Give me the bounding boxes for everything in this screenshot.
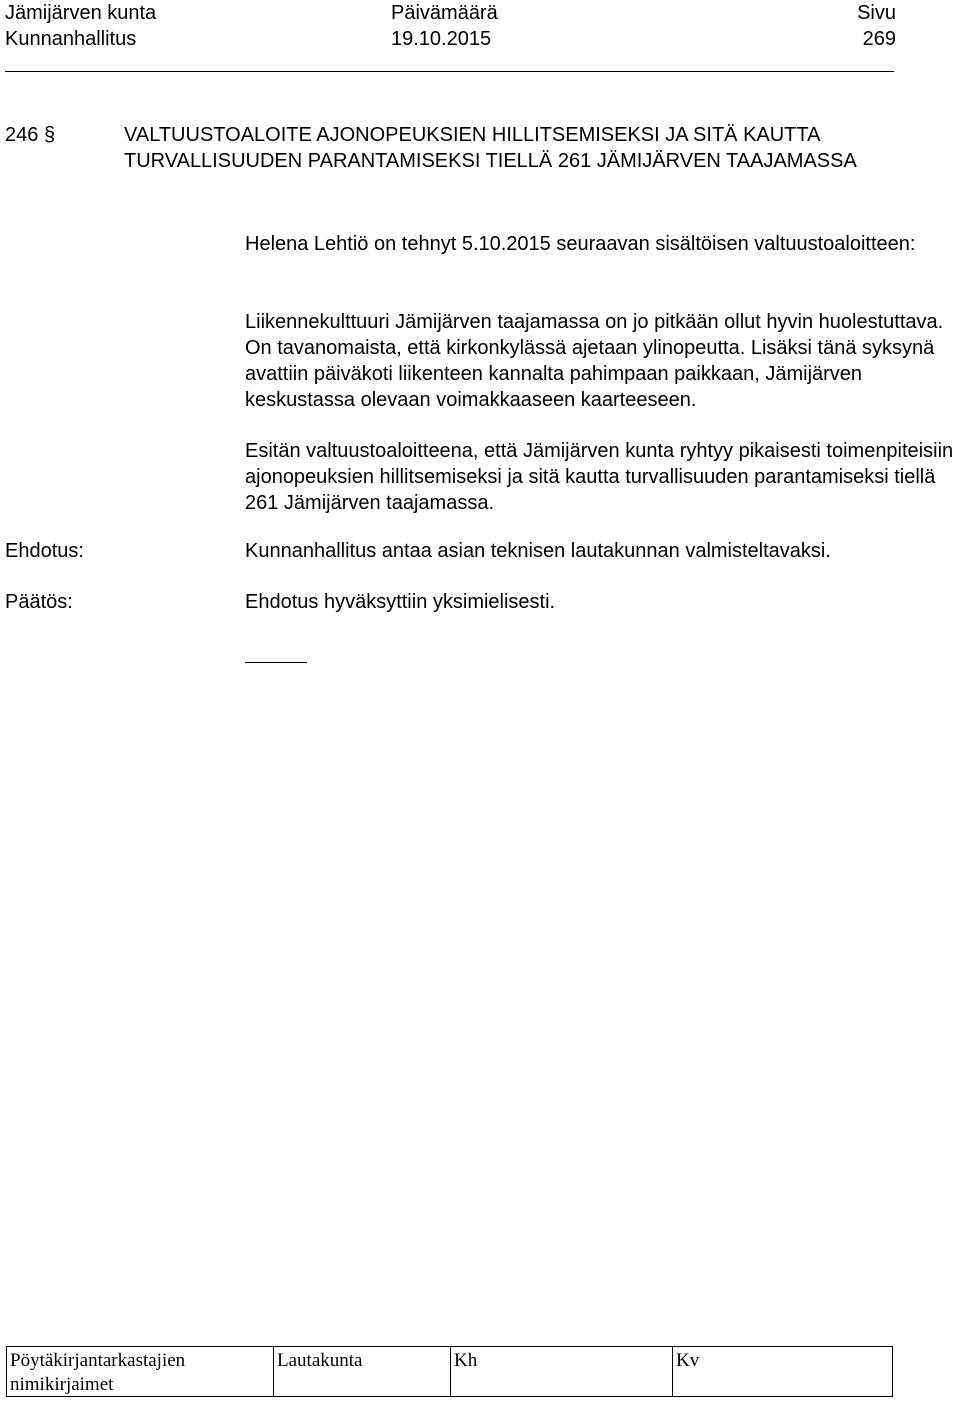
date-value: 19.10.2015 <box>391 28 492 50</box>
paragraph-intro: Helena Lehtiö on tehnyt 5.10.2015 seuraavan sisältöisen valtuustoaloitteen: <box>245 233 916 255</box>
page-label: Sivu <box>857 2 896 24</box>
body-name: Kunnanhallitus <box>5 28 137 50</box>
footer-cell-kv: Kv <box>676 1350 700 1371</box>
date-label: Päivämäärä <box>391 2 498 24</box>
paragraph-request: Esitän valtuustoaloitteena, että Jämijärven kunta ryhtyy pikaisesti toimenpiteisiin ajonopeuksien hillitsemiseksi ja sitä kautta turvallisuuden parantamiseksi tiellä 261 Jämijärven taajamassa. <box>245 440 954 514</box>
proposal-text: Kunnanhallitus antaa asian teknisen lautakunnan valmisteltavaksi. <box>245 540 831 562</box>
section-sign: § <box>44 124 56 146</box>
header-left <box>5 0 156 52</box>
footer-cell-examiners: Pöytäkirjantarkastajien nimikirjaimet <box>7 1347 274 1396</box>
decision-label: Päätös: <box>5 591 73 613</box>
org-name: Jämijärven kunta <box>5 2 157 24</box>
footer-cell-board: Lautakunta <box>274 1347 451 1396</box>
signature-table <box>6 1346 893 1397</box>
proposal-label: Ehdotus: <box>5 540 84 562</box>
section-number: 246 <box>5 124 39 146</box>
section-end-rule <box>245 662 307 663</box>
header-middle <box>391 0 498 52</box>
header-right <box>850 0 896 52</box>
header-divider <box>5 71 894 72</box>
paragraph-initiative: Liikennekulttuuri Jämijärven taajamassa on jo pitkään ollut hyvin huolestuttava. On tavanomaista, että kirkonkylässä ajetaan ylinopeutta. Lisäksi tänä syksynä avattiin päiväkoti liikenteen kannalta pahimpaan paikkaan, Jämijärven keskustassa olevaan voimakkaaseen kaarteeseen. <box>245 311 944 411</box>
page-number: 269 <box>862 28 896 50</box>
decision-text: Ehdotus hyväksyttiin yksimielisesti. <box>245 591 556 613</box>
section-title: VALTUUSTOALOITE AJONOPEUKSIEN HILLITSEMISEKSI JA SITÄ KAUTTA TURVALLISUUDEN PARANTAMISEKSI TIELLÄ 261 JÄMIJÄRVEN TAAJAMASSA <box>124 124 857 172</box>
footer-cell-kh: Kh <box>451 1347 673 1396</box>
